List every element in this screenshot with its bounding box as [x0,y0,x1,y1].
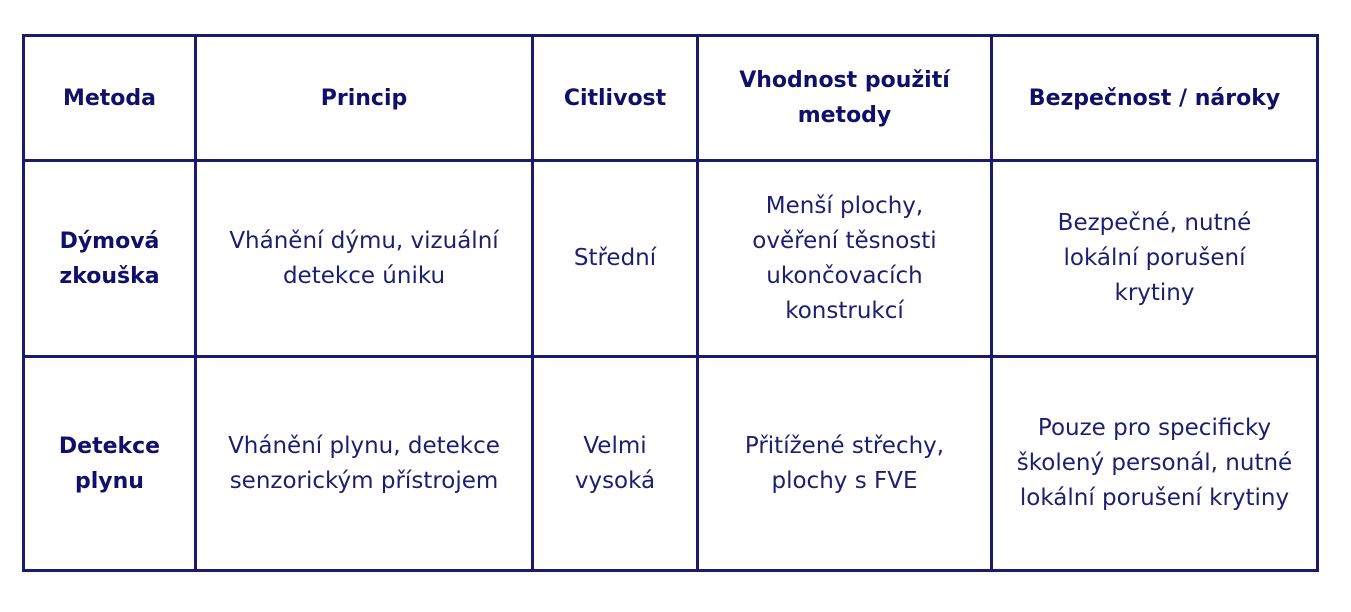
cell-safety: Bezpečné, nutné lokální porušení krytiny [992,161,1318,357]
cell-suitability: Menší plochy, ověření těsnosti ukončovacích konstrukcí [698,161,992,357]
header-safety: Bezpečnost / nároky [992,36,1318,161]
comparison-table [22,34,1319,572]
header-sensitivity: Citlivost [533,36,698,161]
cell-safety: Pouze pro specificky školený personál, nutné lokální porušení krytiny [992,357,1318,571]
cell-method: Dýmová zkouška [24,161,196,357]
table-row [24,357,1318,571]
cell-method: Detekce plynu [24,357,196,571]
header-suitability: Vhodnost použití metody [698,36,992,161]
cell-suitability: Přitížené střechy, plochy s FVE [698,357,992,571]
cell-principle: Vhánění plynu, detekce senzorickým přístrojem [196,357,533,571]
comparison-table-container [22,34,1319,572]
header-principle: Princip [196,36,533,161]
table-row [24,161,1318,357]
table-header-row [24,36,1318,161]
header-method: Metoda [24,36,196,161]
cell-sensitivity: Velmi vysoká [533,357,698,571]
cell-principle: Vhánění dýmu, vizuální detekce úniku [196,161,533,357]
cell-sensitivity: Střední [533,161,698,357]
